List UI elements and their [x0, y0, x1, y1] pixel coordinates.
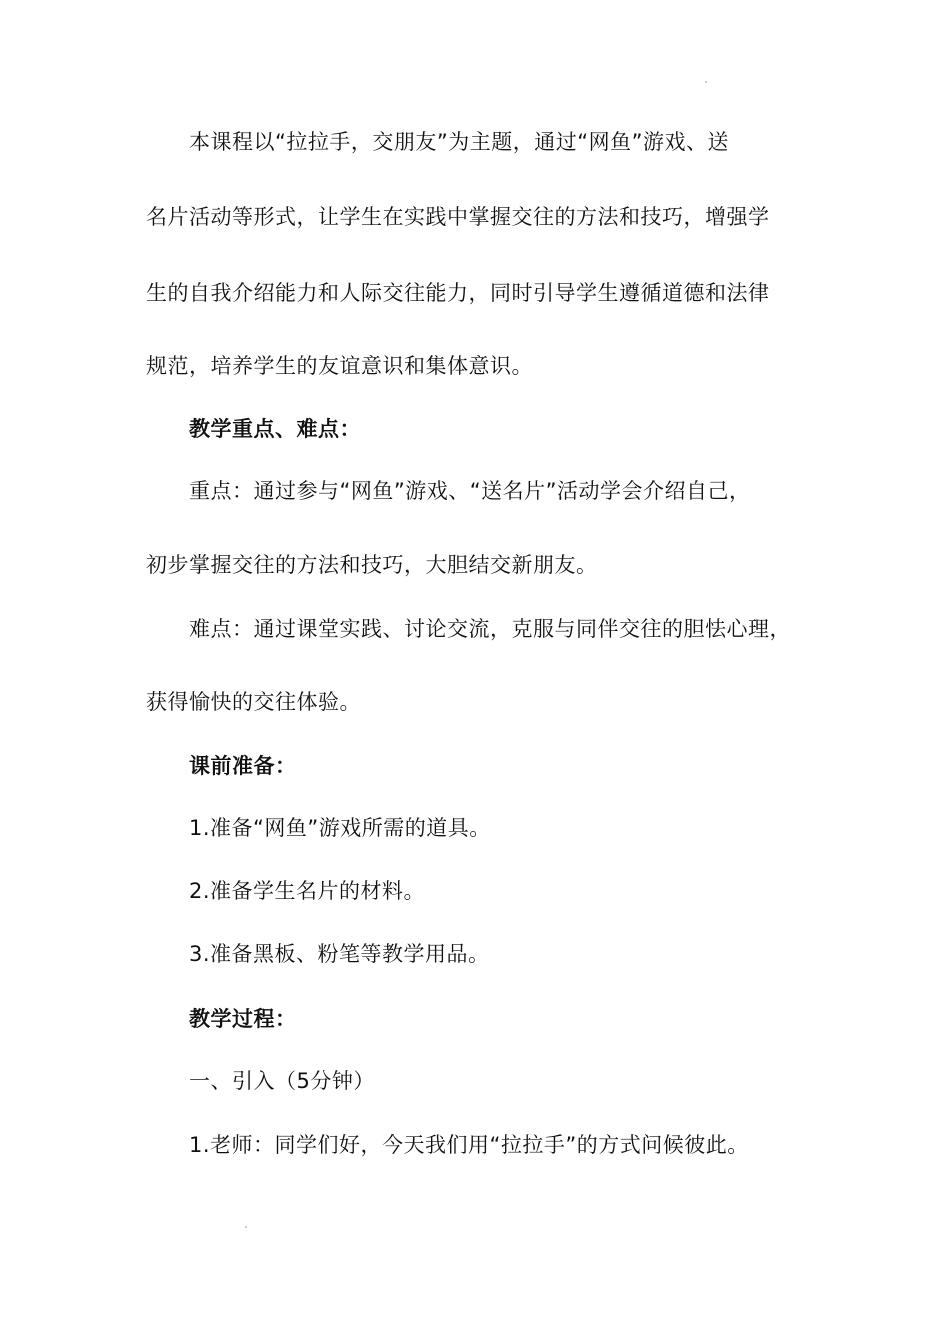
- key-point-line-1: 重点：通过参与“网鱼”游戏、“送名片”活动学会介绍自己，: [189, 479, 751, 503]
- intro-line-1: 本课程以“拉拉手，交朋友”为主题，通过“网鱼”游戏、送: [189, 130, 730, 154]
- process-heading: 教学过程：: [189, 1007, 297, 1031]
- page-mark-bottom: [245, 1226, 247, 1228]
- difficulty-line-1: 难点：通过课堂实践、讨论交流，克服与同伴交往的胆怯心理，: [189, 617, 791, 641]
- section-one-item-1: 1.老师：同学们好，今天我们用“拉拉手”的方式问候彼此。: [189, 1133, 749, 1157]
- page-mark-top: [705, 81, 707, 83]
- key-points-heading: 教学重点、难点：: [189, 417, 361, 441]
- intro-line-4: 规范，培养学生的友谊意识和集体意识。: [146, 354, 533, 378]
- intro-line-2: 名片活动等形式，让学生在实践中掌握交往的方法和技巧，增强学: [146, 205, 770, 229]
- preparation-item-1: 1.准备“网鱼”游戏所需的道具。: [189, 816, 491, 840]
- section-one-title: 一、引入（5分钟）: [189, 1069, 375, 1093]
- preparation-item-3: 3.准备黑板、粉笔等教学用品。: [189, 942, 490, 966]
- intro-line-3: 生的自我介绍能力和人际交往能力，同时引导学生遵循道德和法律: [146, 281, 770, 305]
- preparation-item-2: 2.准备学生名片的材料。: [189, 879, 426, 903]
- preparation-heading: 课前准备：: [189, 754, 297, 778]
- key-point-line-2: 初步掌握交往的方法和技巧，大胆结交新朋友。: [146, 553, 598, 577]
- difficulty-line-2: 获得愉快的交往体验。: [146, 690, 361, 714]
